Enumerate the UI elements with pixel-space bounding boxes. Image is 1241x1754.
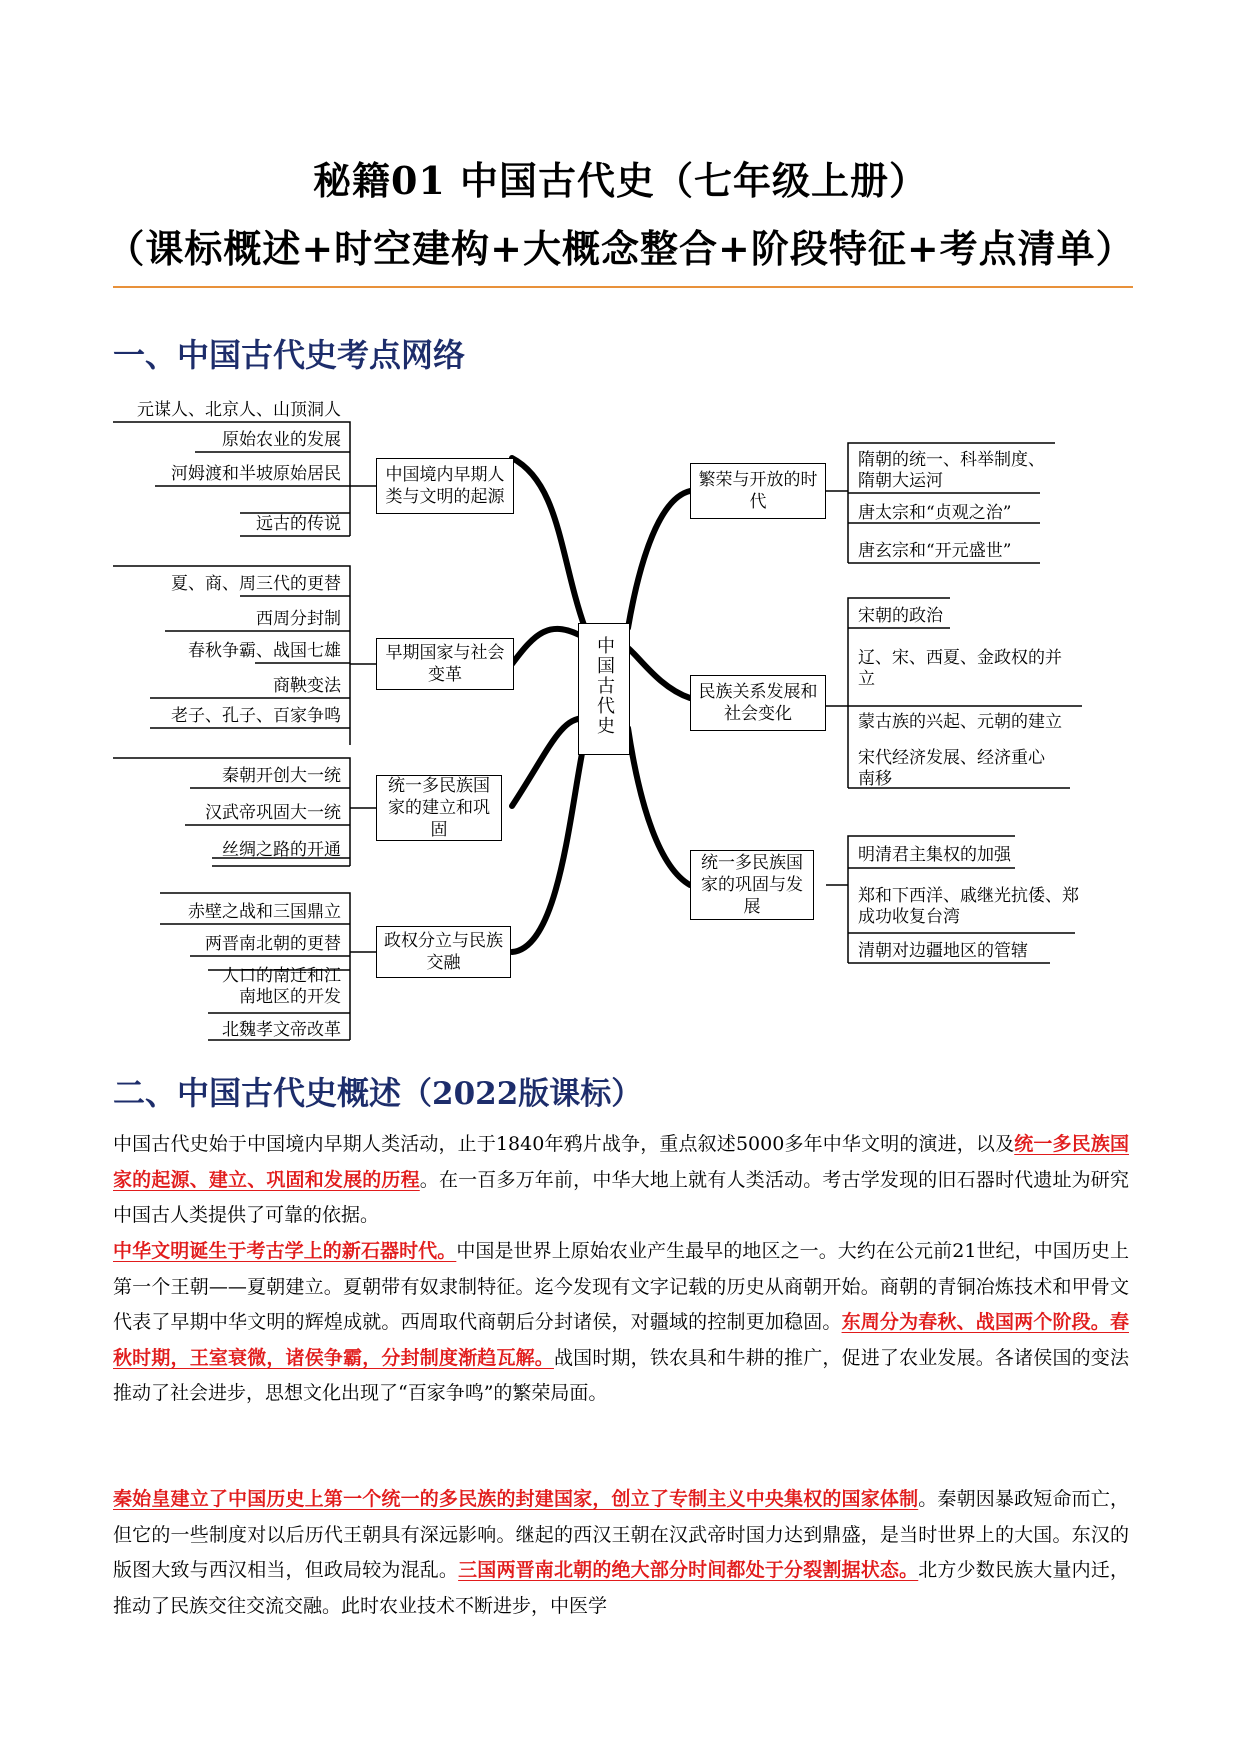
mind-map-center [578,623,630,755]
highlight-text: 三国两晋南北朝的绝大部分时间都处于分裂割据状态。 [458,1559,919,1581]
item-l1-4: 老子、孔子、百家争鸣 [171,706,341,726]
highlight-text: 秦始皇建立了中国历史上第一个统一的多民族的封建国家，创立了专制主义中央集权的国家体制 [113,1488,919,1510]
node-ethnic-relations: 民族关系发展和社会变化 [690,675,826,731]
item-r0-1: 唐太宗和“贞观之治” [858,503,1012,523]
body-text: 中国古代史始于中国境内早期人类活动，止于1840年鸦片战争，重点叙述5000多年中华文明的演进，以及 [113,1133,1015,1155]
item-l3-3: 北魏孝文帝改革 [222,1020,341,1040]
highlight-text: 东周分为春秋、战国两个阶段。春秋时期，王室衰微，诸侯争霸，分封制度渐趋瓦解。 [113,1311,1129,1369]
body-text: 北方少数民族大量内迁，推动了民族交往交流交融。此时农业技术不断进步，中医学 [113,1559,1129,1617]
item-r0-2: 唐玄宗和“开元盛世” [858,541,1012,561]
item-l2-1: 汉武帝巩固大一统 [205,803,341,823]
item-l3-2: 人口的南迁和江南地区的开发 [222,966,341,1007]
item-l1-1: 西周分封制 [256,609,341,629]
page-title: 秘籍01 中国古代史（七年级上册） [312,158,929,203]
item-r2-0: 明清君主集权的加强 [858,845,1011,865]
item-r0-0: 隋朝的统一、科举制度、隋朝大运河 [858,450,1045,491]
item-l0-3: 远古的传说 [256,514,341,534]
node-prosperity: 繁荣与开放的时代 [690,463,826,519]
title-divider [113,286,1133,288]
node-early-humans: 中国境内早期人类与文明的起源 [376,458,514,514]
section2-heading-text: 二、中国古代史概述 [113,1074,402,1112]
body-text: 战国时期，铁农具和牛耕的推广，促进了农业发展。各诸侯国的变法推动了社会进步，思想文化出现了“百家争鸣”的繁荣局面。 [113,1346,1129,1404]
body-text: 中国是世界上原始农业产生最早的地区之一。大约在公元前21世纪，中国历史上第一个王朝——夏朝建立。夏朝带有奴隶制特征。迄今发现有文字记载的历史从商朝开始。商朝的青铜冶炼技术和甲骨文代表了早期中华文明的辉煌成就。西周取代商朝后分封诸侯，对疆域的控制更加稳固。 [113,1240,1129,1333]
item-r2-2: 清朝对边疆地区的管辖 [858,941,1028,961]
body-text: 。秦朝因暴政短命而亡，但它的一些制度对以后历代王朝具有深远影响。继起的西汉王朝在汉武帝时国力达到鼎盛，是当时世界上的大国。东汉的版图大致与西汉相当，但政局较为混乱。 [113,1488,1129,1581]
item-r1-2: 蒙古族的兴起、元朝的建立 [858,712,1062,732]
node-unified-state: 统一多民族国家的建立和巩固 [376,775,502,841]
item-l3-1: 两晋南北朝的更替 [205,934,341,954]
paragraph-2 [113,1234,1129,1412]
item-l0-1: 原始农业的发展 [222,430,341,450]
paragraph-3 [113,1482,1129,1624]
item-l1-2: 春秋争霸、战国七雄 [188,641,341,661]
item-r1-0: 宋朝的政治 [858,606,943,626]
mind-map [0,388,1241,1060]
highlight-text: 统一多民族国家的起源、建立、巩固和发展的历程 [113,1133,1129,1191]
node-early-states: 早期国家与社会变革 [376,638,514,690]
paragraph-1 [113,1127,1129,1234]
highlight-text: 中华文明诞生于考古学上的新石器时代。 [113,1240,457,1262]
item-r1-1: 辽、宋、西夏、金政权的并立 [858,648,1062,689]
item-l2-0: 秦朝开创大一统 [222,766,341,786]
page-subtitle: （课标概述+时空建构+大概念整合+阶段特征+考点清单） [106,226,1135,271]
item-l1-0: 夏、商、周三代的更替 [171,574,341,594]
section2-heading-sub: （2022版课标） [401,1076,643,1112]
center-label: 中国古代史 [594,636,615,736]
item-r1-3: 宋代经济发展、经济重心南移 [858,748,1045,789]
node-consolidation: 统一多民族国家的巩固与发展 [690,850,814,920]
section2-heading [113,1068,642,1114]
item-l3-0: 赤壁之战和三国鼎立 [188,902,341,922]
item-l1-3: 商鞅变法 [273,676,341,696]
node-regime-split: 政权分立与民族交融 [376,926,511,978]
item-l2-2: 丝绸之路的开通 [222,840,341,860]
section1-heading: 一、中国古代史考点网络 [113,336,466,374]
item-l0-2: 河姆渡和半坡原始居民 [171,464,341,484]
body-text: 。在一百多万年前，中华大地上就有人类活动。考古学发现的旧石器时代遗址为研究中国古人类提供了可靠的依据。 [113,1168,1129,1226]
item-r2-1: 郑和下西洋、戚继光抗倭、郑成功收复台湾 [858,886,1079,927]
item-l0-0: 元谋人、北京人、山顶洞人 [137,400,341,420]
